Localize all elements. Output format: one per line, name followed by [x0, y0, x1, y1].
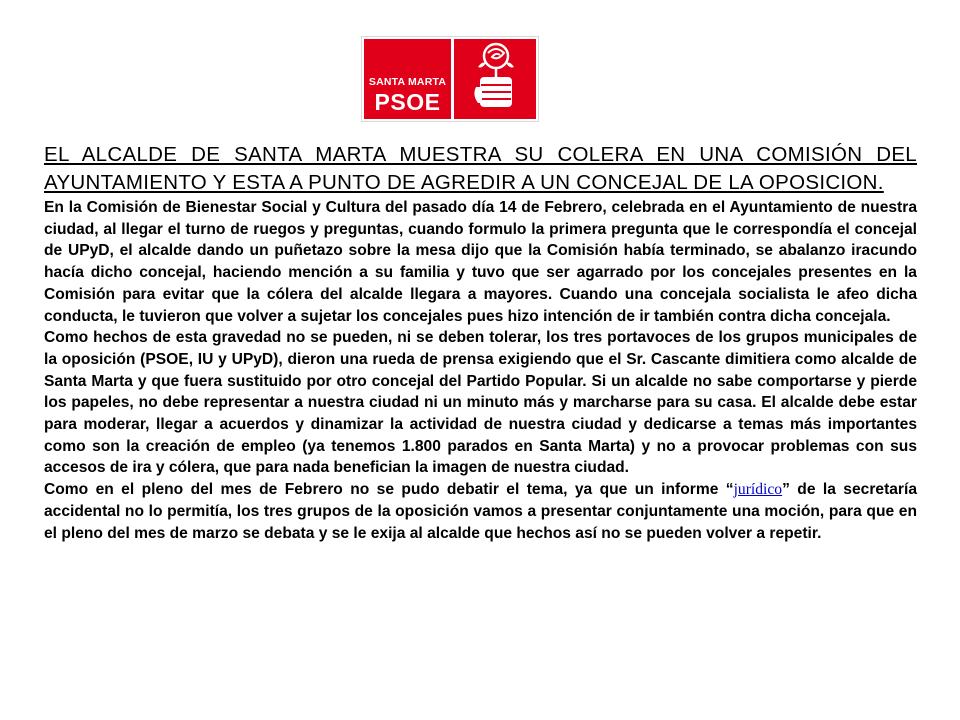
- fist-and-rose-icon: [454, 39, 536, 119]
- paragraph-3-after-link: ” de la secretaría accidental no lo permitía, los tres grupos de la oposición vamos a presentar conjuntamente una moción, para que en el pleno del mes de marzo se debata y se le exija al alcalde que hechos así no se pueden volver a repetir.: [44, 481, 918, 542]
- article-paragraph-2: Como hechos de esta gravedad no se pueden, ni se deben tolerar, los tres portavoces de los grupos municipales de la oposición (PSOE, IU y UPyD), dieron una rueda de prensa exigiendo que el Sr. Cascante dimitiera como alcalde de Santa Marta y que fuera sustituido por otro concejal del Partido Popular. Si un alcalde no sabe comportarse y pierde los papeles, no debe representar a nuestra ciudad ni un minuto más y marcharse para su casa. El alcalde debe estar para moderar, llegar a acuerdos y dinamizar la actividad de nuestra ciudad y dedicarse a temas más importantes como son la creación de empleo (ya tenemos 1.800 parados en Santa Marta) y no a provocar problemas con sus accesos de ira y cólera, que para nada benefician la imagen de nuestra ciudad.: [44, 329, 917, 477]
- logo-party-name: PSOE: [374, 89, 441, 115]
- logo-emblem-block: [454, 39, 536, 119]
- logo-text-block: [364, 39, 451, 119]
- article-headline: EL ALCALDE DE SANTA MARTA MUESTRA SU COLERA EN UNA COMISIÓN DEL AYUNTAMIENTO Y ESTA A PUNTO DE AGREDIR A UN CONCEJAL DE LA OPOSICION.: [44, 143, 917, 194]
- juridico-link[interactable]: jurídico: [733, 481, 783, 499]
- psoe-logo: [361, 36, 539, 122]
- logo-city-name: SANTA MARTA: [368, 76, 447, 88]
- paragraph-3-before-link: Como en el pleno del mes de Febrero no se pudo debatir el tema, ya que un informe “: [44, 481, 734, 499]
- article-paragraph-1: En la Comisión de Bienestar Social y Cultura del pasado día 14 de Febrero, celebrada en el Ayuntamiento de nuestra ciudad, al llegar el turno de ruegos y preguntas, cuando formulo la primera pregunta que le correspondía el concejal de UPyD, el alcalde dando un puñetazo sobre la mesa dijo que la Comisión había terminado, se abalanzo iracundo hacía dicho concejal, haciendo mención a su familia y tuvo que ser agarrado por los concejales presentes en la Comisión para evitar que la cólera del alcalde llegara a mayores. Cuando una concejala socialista le afeo dicha conducta, le tuvieron que volver a sujetar los concejales pues hizo intención de ir también contra dicha concejala.: [44, 199, 917, 325]
- article: [44, 141, 917, 544]
- article-paragraph-3: [44, 479, 917, 544]
